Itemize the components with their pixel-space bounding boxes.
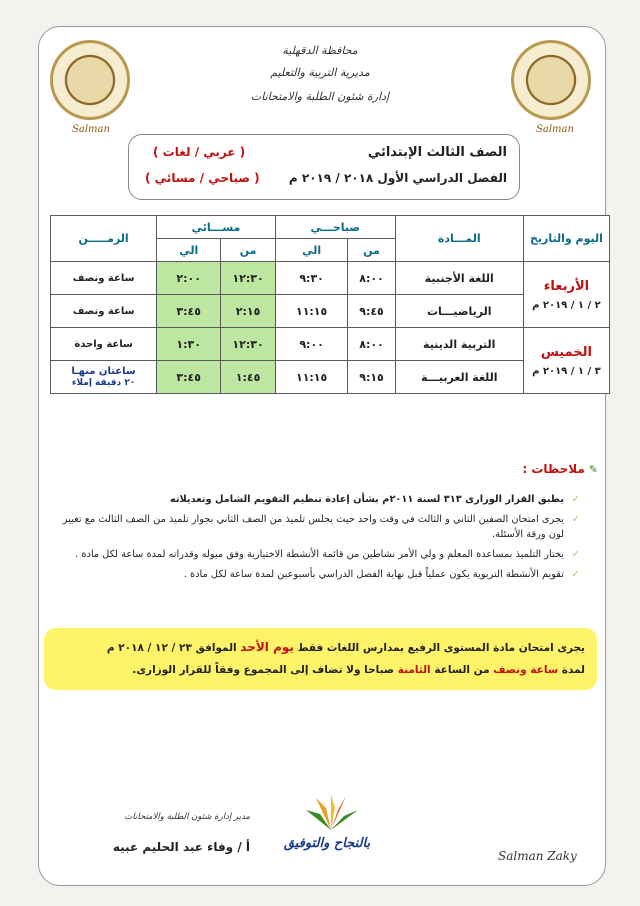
day-name: الأربعاء (543, 278, 590, 294)
notes-title (468, 462, 598, 476)
morning-from-cell: ٨:٠٠ (348, 262, 395, 295)
check-icon: ✓ (571, 569, 580, 580)
table-row (51, 328, 610, 361)
exam-schedule-table (50, 215, 610, 394)
evening-to-cell: ٣:٤٥ (157, 361, 221, 394)
term-label: الفصل الدراسي الأول ٢٠١٨ / ٢٠١٩ م (288, 171, 507, 185)
evening-from-cell: ١٢:٣٠ (221, 262, 276, 295)
table-row (51, 262, 610, 295)
author-signature: Salman Zaky (498, 849, 577, 863)
director-name: أ / وفاء عبد الحليم عبيه (112, 840, 250, 854)
header-evening: مســـائي (157, 216, 276, 239)
shifts-label: ( صباحي / مسائي ) (145, 171, 260, 185)
morning-to-cell: ٩:٠٠ (275, 328, 348, 361)
dakahlia-seal-logo (511, 40, 591, 120)
header-day-date: اليوم والتاريخ (523, 216, 609, 262)
logo-left-caption: Salman (72, 124, 110, 135)
evening-from-cell: ١٢:٣٠ (221, 328, 276, 361)
check-icon: ✓ (571, 514, 580, 525)
note-text: يطبق القرار الوزارى ٣١٣ لسنة ٢٠١١م بشأن إعادة تنظيم التقويم الشامل وتعديلاته (169, 494, 564, 505)
notice-text: صباحا ولا تضاف إلى المجموع وفقاً للقرار الوزارى. (132, 664, 395, 676)
day-date: ٢ / ١ / ٢٠١٩ م (532, 299, 601, 311)
grade-title: الصف الثالث الإبتدائي (367, 145, 507, 160)
header-morning-from: من (348, 239, 395, 262)
notice-date: الموافق ٢٣ / ١٢ / ٢٠١٨ م (106, 642, 237, 654)
high-level-exam-notice (44, 628, 597, 690)
evening-to-cell: ٢:٠٠ (157, 262, 221, 295)
morning-from-cell: ٨:٠٠ (348, 328, 395, 361)
check-icon: ✓ (571, 549, 580, 560)
header-evening-to: الي (157, 239, 221, 262)
morning-to-cell: ١١:١٥ (275, 295, 348, 328)
tracks-label: ( عربي / لغات ) (153, 145, 246, 159)
day-date: ٣ / ١ / ٢٠١٩ م (532, 365, 601, 377)
subject-cell: الرياضيـــات (395, 295, 523, 328)
notice-text: من الساعة (434, 664, 490, 676)
notes-title-text: ملاحظات : (522, 462, 585, 476)
dakahlia-governorate-logo (50, 40, 130, 120)
morning-to-cell: ٩:٣٠ (275, 262, 348, 295)
header-morning: صباحـــي (275, 216, 395, 239)
logo-right-caption: Salman (536, 124, 574, 135)
header-line-directorate: مديرية التربية والتعليم (270, 66, 370, 79)
subject-cell: اللغة الأجنبية (395, 262, 523, 295)
evening-from-cell: ١:٤٥ (221, 361, 276, 394)
director-block (50, 812, 250, 854)
notice-duration: ساعة ونصف (493, 664, 559, 676)
evening-to-cell: ٣:٤٥ (157, 295, 221, 328)
note-text: يجرى امتحان الصفين الثاني و الثالث في وقت واحد حيث يجلس تلميذ من الصف الثاني بجوار تلميذ من الصف الثالث مع تغيير لون ورقة الأسئلة. (62, 514, 564, 540)
day-name: الخميس (540, 344, 592, 360)
note-item (60, 512, 580, 542)
day-cell-thursday (523, 328, 609, 394)
note-text: تقويم الأنشطة التربوية يكون عملياً قبل نهاية الفصل الدراسي بأسبوعين لمدة ساعة لكل مادة . (183, 569, 564, 580)
header-duration: الزمـــــن (51, 216, 157, 262)
header-line-governorate: محافظة الدقهلية (282, 44, 358, 57)
evening-to-cell: ١:٣٠ (157, 328, 221, 361)
header-subject: المـــادة (395, 216, 523, 262)
day-cell-wednesday (523, 262, 609, 328)
duration-line-2: ٢٠ دقيقة إملاء (71, 378, 136, 388)
subject-cell: اللغة العربيـــة (395, 361, 523, 394)
director-title: مدير إدارة شئون الطلبة والامتحانات (124, 812, 250, 822)
note-item (60, 547, 580, 562)
pen-icon: ✎ (588, 463, 598, 476)
duration-line: ساعتان منهـا (71, 366, 136, 377)
duration-cell (51, 361, 157, 394)
success-wish: بالنجاح والتوفيق (283, 836, 371, 851)
notice-line-1 (55, 640, 585, 654)
note-text: يختار التلميذ بمساعدة المعلم و ولي الأمر نشاطين من قائمة الأنشطة الاختيارية وفق ميوله وقدراته لمدة ساعة لكل مادة . (75, 549, 564, 560)
header-line-department: إدارة شئون الطلبة والامتحانات (250, 90, 390, 103)
header-morning-to: الي (275, 239, 348, 262)
notes-list (60, 492, 580, 587)
duration-cell: ساعة واحدة (51, 328, 157, 361)
morning-from-cell: ٩:٤٥ (348, 295, 395, 328)
flower-decoration-icon (286, 790, 376, 830)
title-box (128, 134, 520, 200)
notice-line-2 (55, 664, 585, 676)
notice-hour: الثامنة (397, 664, 431, 676)
header-evening-from: من (221, 239, 276, 262)
notice-text: لمدة (561, 664, 585, 676)
notice-text: يجرى امتحان مادة المستوى الرفيع بمدارس اللغات فقط (297, 642, 585, 654)
duration-cell: ساعة ونصف (51, 295, 157, 328)
morning-to-cell: ١١:١٥ (275, 361, 348, 394)
evening-from-cell: ٢:١٥ (221, 295, 276, 328)
note-item (60, 492, 580, 507)
note-item (60, 567, 580, 582)
notice-day: يوم الأحد (240, 640, 294, 654)
duration-cell: ساعة ونصف (51, 262, 157, 295)
check-icon: ✓ (571, 494, 580, 505)
subject-cell: التربية الدينية (395, 328, 523, 361)
morning-from-cell: ٩:١٥ (348, 361, 395, 394)
